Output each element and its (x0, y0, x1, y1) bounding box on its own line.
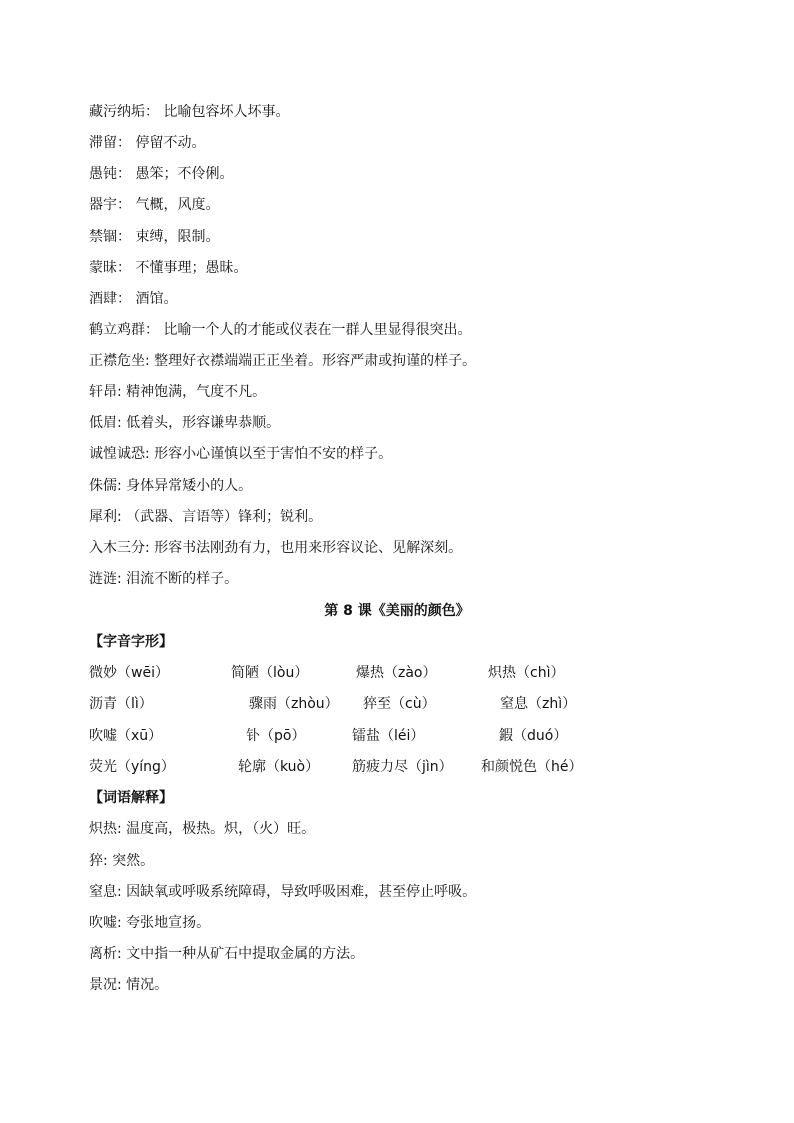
vocab-entry (89, 320, 471, 340)
vocab-entry (89, 882, 476, 902)
vocab-definition: 身体异常矮小的人。 (126, 478, 253, 494)
vocab-term: 侏儒: (89, 478, 122, 494)
vocab-definition: 突然。 (112, 853, 155, 869)
word-item: 轮廓（kuò） (238, 759, 320, 775)
vocab-definition: 夸张地宣扬。 (126, 915, 211, 931)
vocab-entry (89, 975, 168, 995)
vocab-term: 低眉: (89, 415, 122, 431)
word-item: 骤雨（zhòu） (249, 696, 339, 712)
vocab-entry (89, 569, 238, 589)
vocab-entry (89, 289, 177, 309)
vocab-entry (89, 913, 210, 933)
vocab-entry (89, 227, 219, 247)
vocab-entry (89, 507, 322, 527)
vocab-entry (89, 102, 289, 122)
vocab-definition: 不懂事理；愚昧。 (135, 260, 248, 276)
word-item: 微妙（wēi） (89, 665, 169, 681)
vocab-definition: 比喻包容坏人坏事。 (163, 104, 290, 120)
section-heading-pronunciation: 【字音字形】 (89, 634, 173, 650)
vocab-definition: 束缚，限制。 (135, 229, 220, 245)
vocab-term: 涟涟: (89, 571, 122, 587)
vocab-entry (89, 819, 315, 839)
vocab-entry (89, 382, 266, 402)
vocab-entry (89, 258, 247, 278)
vocab-definition: 形容小心谨慎以至于害怕不安的样子。 (154, 446, 393, 462)
word-item: 筋疲力尽（jìn） (352, 759, 453, 775)
word-item: 钋（pō） (246, 728, 306, 744)
vocab-term: 正襟危坐: (89, 353, 150, 369)
vocab-entry (89, 133, 205, 153)
vocab-term: 蒙昧： (89, 260, 131, 276)
vocab-term: 愚钝： (89, 166, 131, 182)
vocab-definition: 温度高，极热。炽，（火）旺。 (126, 821, 316, 837)
vocab-term: 藏污纳垢： (89, 104, 159, 120)
section-heading-vocab: 【词语解释】 (89, 790, 173, 806)
vocab-term: 禁锢： (89, 229, 131, 245)
vocab-entry (89, 444, 392, 464)
vocab-definition: 停留不动。 (135, 135, 206, 151)
vocab-definition: 比喻一个人的才能或仪表在一群人里显得很突出。 (163, 322, 472, 338)
vocab-term: 窒息: (89, 884, 122, 900)
vocab-term: 滞留： (89, 135, 131, 151)
vocab-definition: 酒馆。 (135, 291, 178, 307)
word-item: 简陋（lòu） (231, 665, 309, 681)
vocab-entry (89, 351, 476, 371)
vocab-definition: 气概，风度。 (135, 197, 220, 213)
vocab-definition: 整理好衣襟端端正正坐着。形容严肃或拘谨的样子。 (154, 353, 477, 369)
vocab-term: 吹嘘: (89, 915, 122, 931)
word-item: 和颜悦色（hé） (481, 759, 583, 775)
word-item: 吹嘘（xū） (89, 728, 163, 744)
vocab-term: 犀利: (89, 509, 122, 525)
word-item: 猝至（cù） (363, 696, 436, 712)
lesson-title: 第 8 课《美丽的颜色》 (324, 603, 470, 619)
vocab-term: 轩昂: (89, 384, 122, 400)
vocab-entry (89, 413, 280, 433)
vocab-term: 猝: (89, 853, 108, 869)
vocab-term: 炽热: (89, 821, 122, 837)
vocab-term: 入木三分: (89, 540, 150, 556)
vocab-entry (89, 195, 219, 215)
vocab-entry (89, 944, 364, 964)
word-item: 炽热（chì） (488, 665, 565, 681)
vocab-definition: 低着头，形容谦卑恭顺。 (126, 415, 281, 431)
vocab-entry (89, 164, 233, 184)
vocab-definition: 文中指一种从矿石中提取金属的方法。 (126, 946, 365, 962)
vocab-definition: （武器、言语等）锋利；锐利。 (126, 509, 323, 525)
vocab-definition: 形容书法刚劲有力，也用来形容议论、见解深刻。 (154, 540, 463, 556)
vocab-entry (89, 538, 462, 558)
vocab-term: 诚惶诚恐: (89, 446, 150, 462)
vocab-definition: 泪流不断的样子。 (126, 571, 239, 587)
vocab-definition: 愚笨；不伶俐。 (135, 166, 234, 182)
word-item: 沥青（lì） (89, 696, 153, 712)
vocab-term: 鹤立鸡群： (89, 322, 159, 338)
word-item: 荧光（yíng） (89, 759, 175, 775)
vocab-term: 离析: (89, 946, 122, 962)
vocab-definition: 精神饱满，气度不凡。 (126, 384, 267, 400)
vocab-entry (89, 851, 154, 871)
word-item: 窒息（zhì） (500, 696, 577, 712)
vocab-entry (89, 476, 252, 496)
vocab-term: 酒肆： (89, 291, 131, 307)
vocab-definition: 因缺氧或呼吸系统障碍，导致呼吸困难，甚至停止呼吸。 (126, 884, 477, 900)
word-item: 镭盐（léi） (352, 728, 425, 744)
vocab-term: 器宇： (89, 197, 131, 213)
vocab-definition: 情况。 (126, 977, 169, 993)
vocab-term: 景况: (89, 977, 122, 993)
word-item: 爆热（zào） (356, 665, 437, 681)
word-item: 鍜（duó） (499, 728, 568, 744)
